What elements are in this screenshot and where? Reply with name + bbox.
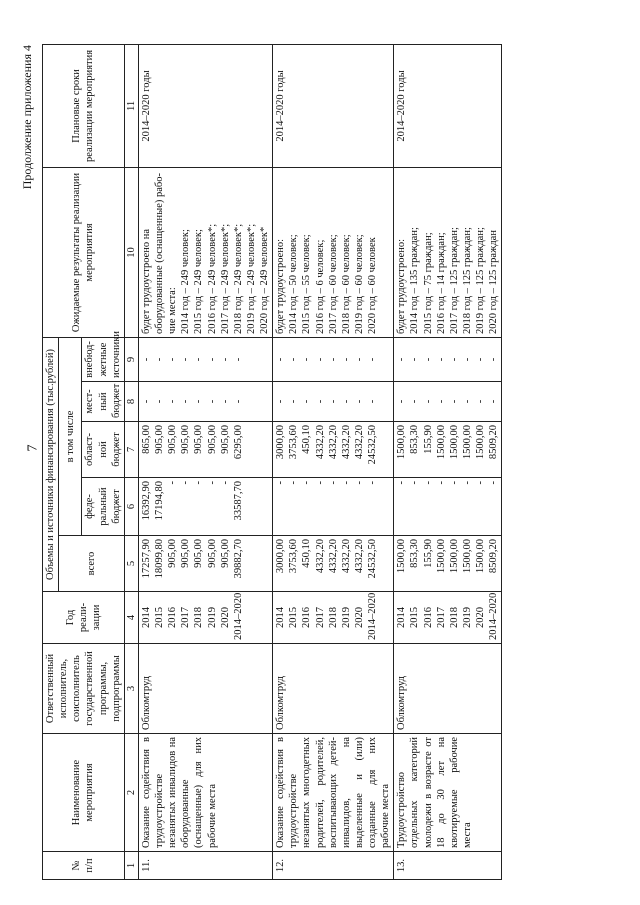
header-incl: в том числе — [59, 337, 82, 535]
row-executor: Облкомтруд — [138, 644, 272, 734]
extra-value: - — [475, 357, 486, 362]
extra-value: - — [409, 357, 421, 362]
total-value: 3753,60 — [288, 539, 300, 574]
year-value: 2014 — [396, 607, 408, 628]
extra-value: - — [340, 357, 352, 362]
column-index: 2 — [124, 734, 138, 852]
row-local — [394, 382, 502, 422]
table-row — [138, 44, 272, 879]
local-value: - — [461, 399, 473, 404]
result-line: 2020 год – 249 человек* — [259, 226, 270, 334]
row-extra — [138, 337, 272, 381]
total-value: 1500,00 — [461, 539, 473, 574]
regional-value: 6295,00 — [232, 425, 244, 460]
result-line: 2019 год – 249 человек*; — [245, 223, 257, 334]
extra-value: - — [193, 357, 205, 362]
header-results: Ожидаемые результаты реализации мероприятия — [43, 167, 125, 337]
row-num: 11. — [138, 852, 272, 880]
total-value: 1500,00 — [475, 539, 486, 574]
year-value: 2014 — [140, 607, 152, 628]
row-num: 13. — [394, 852, 502, 880]
row-terms: 2014–2020 годы — [394, 44, 502, 167]
extra-value: - — [232, 357, 244, 362]
regional-value: 8509,20 — [488, 425, 500, 460]
row-total — [394, 536, 502, 592]
federal-value: - — [327, 481, 339, 485]
result-line: 2020 год – 60 человек — [367, 237, 378, 334]
regional-value: 905,00 — [180, 425, 192, 454]
row-name: Трудоустройство отдельных категорий молодежи в возрасте от 18 до 30 лет на квотируемые рабочие места — [394, 734, 502, 852]
local-value: - — [140, 399, 152, 404]
row-years — [273, 592, 394, 644]
extra-value: - — [327, 357, 339, 362]
column-index: 8 — [124, 382, 138, 422]
column-index: 7 — [124, 422, 138, 478]
extra-value: - — [219, 357, 231, 362]
column-index: 3 — [124, 644, 138, 734]
row-local — [138, 382, 272, 422]
header-extra: внебюд-жетные источники — [82, 337, 124, 381]
year-value: 2018 — [193, 607, 205, 628]
result-line: 2016 год – 14 граждан; — [435, 232, 447, 334]
local-value: - — [314, 399, 326, 404]
extra-value: - — [367, 357, 378, 362]
total-value: 1500,00 — [448, 539, 460, 574]
result-line: будет трудоустроено: — [396, 238, 408, 334]
federal-value: - — [167, 481, 179, 485]
extra-value: - — [288, 357, 300, 362]
extra-value: - — [435, 357, 447, 362]
row-local — [273, 382, 394, 422]
result-line: 2016 год – 249 человек*; — [206, 223, 218, 334]
result-line: 2017 год – 125 граждан; — [448, 227, 460, 334]
year-value: 2016 — [167, 607, 179, 628]
year-value: 2014 — [275, 607, 287, 628]
extra-value: - — [488, 357, 500, 362]
continuation-label: Продолжение приложения 4 — [20, 45, 34, 190]
year-value: 2014–2020 — [488, 592, 500, 640]
year-value: 2017 — [314, 607, 326, 628]
result-line: будет трудоустроено: — [275, 238, 287, 334]
federal-value: - — [448, 481, 460, 485]
regional-value: 4332,20 — [327, 425, 339, 460]
federal-value: 33587,70 — [232, 481, 244, 521]
column-index: 5 — [124, 536, 138, 592]
local-value: - — [353, 399, 365, 404]
total-value: 4332,20 — [353, 539, 365, 574]
local-value: - — [232, 399, 244, 404]
year-value: 2019 — [461, 607, 473, 628]
total-value: 8509,20 — [488, 539, 500, 574]
result-line: 2017 год – 60 человек; — [327, 234, 339, 334]
federal-value: - — [488, 481, 500, 485]
total-value: 450,10 — [301, 539, 313, 568]
regional-value: 905,00 — [154, 425, 165, 454]
federal-value: - — [475, 481, 486, 485]
regional-value: 905,00 — [219, 425, 231, 454]
regional-value: 1500,00 — [461, 425, 473, 460]
regional-value: 1500,00 — [396, 425, 408, 460]
regional-value: 905,00 — [167, 425, 179, 454]
row-extra — [273, 337, 394, 381]
year-value: 2020 — [475, 607, 486, 628]
local-value: - — [301, 399, 313, 404]
federal-value: - — [314, 481, 326, 485]
local-value: - — [288, 399, 300, 404]
federal-value: 17194,80 — [154, 481, 165, 521]
extra-value: - — [167, 357, 179, 362]
row-terms: 2014–2020 годы — [273, 44, 394, 167]
federal-value: - — [435, 481, 447, 485]
federal-value: 16392,90 — [140, 481, 152, 521]
year-value: 2020 — [219, 607, 231, 628]
regional-value: 4332,20 — [314, 425, 326, 460]
regional-value: 905,00 — [206, 425, 218, 454]
row-total — [138, 536, 272, 592]
local-value: - — [180, 399, 192, 404]
result-line: 2014 год – 50 человек; — [288, 234, 300, 334]
header-executor: Ответственный исполнитель, соисполнитель государственной программы, подпрограммы — [43, 644, 125, 734]
local-value: - — [206, 399, 218, 404]
header-federal: феде-ральный бюджет — [82, 478, 124, 536]
total-value: 905,00 — [193, 539, 205, 568]
page-number: 7 — [25, 444, 41, 452]
result-line: 2015 год – 55 человек; — [301, 234, 313, 334]
header-year: Год реали-зации — [43, 592, 125, 644]
column-index: 11 — [124, 44, 138, 167]
total-value: 3000,00 — [275, 539, 287, 574]
row-regional — [138, 422, 272, 478]
extra-value: - — [206, 357, 218, 362]
total-value: 4332,20 — [314, 539, 326, 574]
header-terms: Плановые сроки реализации мероприятия — [43, 44, 125, 167]
column-index: 4 — [124, 592, 138, 644]
header-num: № п/п — [43, 852, 125, 880]
year-value: 2020 — [353, 607, 365, 628]
year-value: 2017 — [180, 607, 192, 628]
column-index-row — [124, 44, 138, 879]
extra-value: - — [180, 357, 192, 362]
regional-value: 450,10 — [301, 425, 313, 454]
local-value: - — [409, 399, 421, 404]
row-regional — [273, 422, 394, 478]
extra-value: - — [353, 357, 365, 362]
federal-value: - — [340, 481, 352, 485]
local-value: - — [448, 399, 460, 404]
regional-value: 1500,00 — [435, 425, 447, 460]
regional-value: 155,90 — [422, 425, 434, 454]
result-line: 2016 год – 6 человек; — [314, 239, 326, 334]
result-line: 2019 год – 60 человек; — [353, 234, 365, 334]
year-value: 2014–2020 — [367, 592, 378, 640]
result-line: 2018 год – 60 человек; — [340, 234, 352, 334]
local-value: - — [367, 399, 378, 404]
local-value: - — [275, 399, 287, 404]
row-years — [394, 592, 502, 644]
total-value: 4332,20 — [340, 539, 352, 574]
row-results — [273, 167, 394, 337]
federal-value: - — [422, 481, 434, 485]
year-value: 2019 — [206, 607, 218, 628]
total-value: 905,00 — [180, 539, 192, 568]
row-federal — [394, 478, 502, 536]
regional-value: 3753,60 — [288, 425, 300, 460]
federal-value: - — [367, 481, 378, 485]
extra-value: - — [301, 357, 313, 362]
extra-value: - — [448, 357, 460, 362]
federal-value: - — [206, 481, 218, 485]
year-value: 2015 — [288, 607, 300, 628]
regional-value: 3000,00 — [275, 425, 287, 460]
regional-value: 905,00 — [193, 425, 205, 454]
total-value: 17257,90 — [140, 539, 152, 579]
row-federal — [273, 478, 394, 536]
extra-value: - — [396, 357, 408, 362]
total-value: 853,30 — [409, 539, 421, 568]
result-line: 2015 год – 249 человек; — [193, 229, 205, 334]
federal-value: - — [396, 481, 408, 485]
row-regional — [394, 422, 502, 478]
total-value: 905,00 — [167, 539, 179, 568]
regional-value: 1500,00 — [475, 425, 486, 460]
local-value: - — [396, 399, 408, 404]
federal-value: - — [180, 481, 192, 485]
federal-value: - — [301, 481, 313, 485]
header-regional: област-ной бюджет — [82, 422, 124, 478]
header-total: всего — [59, 536, 125, 592]
result-line: 2018 год – 125 граждан; — [461, 227, 473, 334]
funding-table — [42, 44, 502, 880]
federal-value: - — [353, 481, 365, 485]
local-value: - — [488, 399, 500, 404]
result-line: 2017 год – 249 человек*; — [219, 223, 231, 334]
regional-value: 853,30 — [409, 425, 421, 454]
year-value: 2015 — [409, 607, 421, 628]
local-value: - — [219, 399, 231, 404]
local-value: - — [154, 399, 165, 404]
result-line: 2019 год – 125 граждан; — [475, 227, 486, 334]
total-value: 1500,00 — [396, 539, 408, 574]
result-line: 2015 год – 75 граждан; — [422, 232, 434, 334]
extra-value: - — [422, 357, 434, 362]
rotated-page — [20, 45, 620, 880]
year-value: 2018 — [448, 607, 460, 628]
year-value: 2019 — [340, 607, 352, 628]
local-value: - — [193, 399, 205, 404]
total-value: 155,90 — [422, 539, 434, 568]
year-value: 2017 — [435, 607, 447, 628]
extra-value: - — [154, 357, 165, 362]
federal-value: - — [461, 481, 473, 485]
federal-value: - — [219, 481, 231, 485]
total-value: 24532,50 — [367, 539, 378, 579]
regional-value: 24532,50 — [367, 425, 378, 465]
total-value: 905,00 — [219, 539, 231, 568]
row-executor: Облкомтруд — [273, 644, 394, 734]
header-funding: Объемы и источники финансирования (тыс.рублей) — [43, 337, 59, 591]
regional-value: 1500,00 — [448, 425, 460, 460]
extra-value: - — [140, 357, 152, 362]
year-value: 2015 — [154, 607, 165, 628]
result-line: 2014 год – 135 граждан; — [409, 227, 421, 334]
header-local: мест-ный бюджет — [82, 382, 124, 422]
total-value: 18099,80 — [154, 539, 165, 579]
row-terms: 2014–2020 годы — [138, 44, 272, 167]
column-index: 1 — [124, 852, 138, 880]
row-results — [394, 167, 502, 337]
row-results — [138, 167, 272, 337]
local-value: - — [422, 399, 434, 404]
result-line: будет трудоустроено на оборудованные (оснащенные) рабо-чие места: — [140, 173, 179, 334]
regional-value: 4332,20 — [353, 425, 365, 460]
local-value: - — [340, 399, 352, 404]
local-value: - — [167, 399, 179, 404]
year-value: 2016 — [422, 607, 434, 628]
federal-value: - — [275, 481, 287, 485]
row-federal — [138, 478, 272, 536]
table-row — [394, 44, 502, 879]
row-extra — [394, 337, 502, 381]
total-value: 4332,20 — [327, 539, 339, 574]
row-years — [138, 592, 272, 644]
extra-value: - — [461, 357, 473, 362]
result-line: 2018 год – 249 человек*; — [232, 223, 244, 334]
year-value: 2018 — [327, 607, 339, 628]
total-value: 905,00 — [206, 539, 218, 568]
regional-value: 865,00 — [140, 425, 152, 454]
total-value: 39882,70 — [232, 539, 244, 579]
total-value: 1500,00 — [435, 539, 447, 574]
federal-value: - — [193, 481, 205, 485]
column-index: 10 — [124, 167, 138, 337]
column-index: 9 — [124, 337, 138, 381]
local-value: - — [327, 399, 339, 404]
result-line: 2014 год – 249 человек; — [180, 229, 192, 334]
row-name: Оказание содействия в трудоустройстве незанятых инвалидов на оборудованные (оснащенные) для них рабочие места — [138, 734, 272, 852]
row-total — [273, 536, 394, 592]
extra-value: - — [275, 357, 287, 362]
extra-value: - — [314, 357, 326, 362]
year-value: 2014–2020 — [232, 592, 244, 640]
local-value: - — [435, 399, 447, 404]
federal-value: - — [409, 481, 421, 485]
row-num: 12. — [273, 852, 394, 880]
result-line: 2020 год – 125 граждан — [488, 230, 500, 334]
regional-value: 4332,20 — [340, 425, 352, 460]
federal-value: - — [288, 481, 300, 485]
table-row — [273, 44, 394, 879]
local-value: - — [475, 399, 486, 404]
row-executor: Облкомтруд — [394, 644, 502, 734]
header-name: Наименование мероприятия — [43, 734, 125, 852]
year-value: 2016 — [301, 607, 313, 628]
column-index: 6 — [124, 478, 138, 536]
row-name: Оказание содействия в трудоустройстве незанятых многодетных родителей, родителей, воспитывающих детей-инвалидов, на выделенные и (или) созданные для них рабочие места — [273, 734, 394, 852]
